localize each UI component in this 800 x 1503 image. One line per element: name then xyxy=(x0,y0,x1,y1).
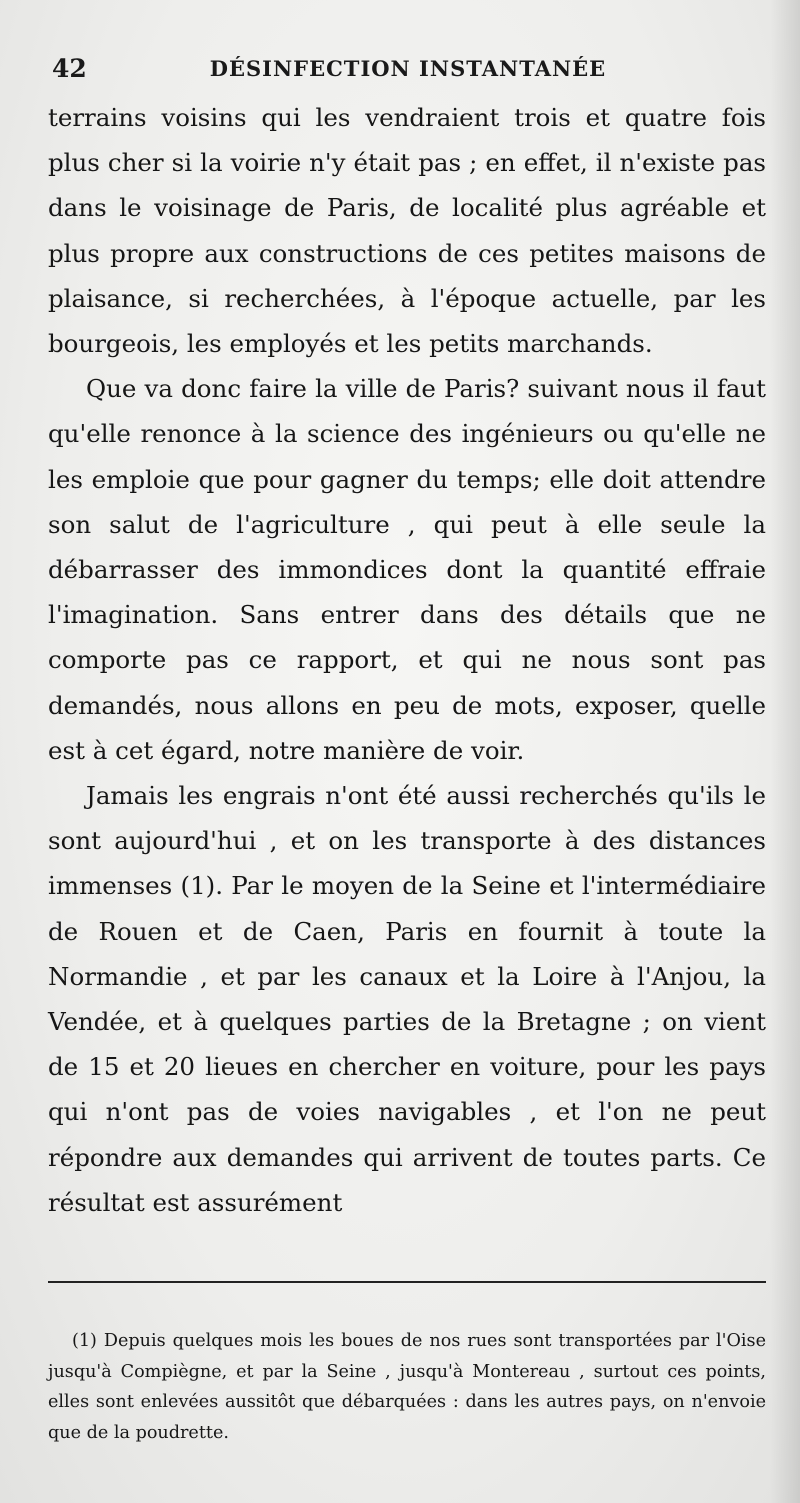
page-number: 42 xyxy=(52,54,87,83)
running-title: DÉSINFECTION INSTANTANÉE xyxy=(209,56,607,81)
paragraph-3: Jamais les engrais n'ont été aussi recherchés qu'ils le sont aujourd'hui , et on les transporte à des distances immenses (1). Par le moyen de la Seine et l'intermédiaire de Rouen et de Caen, Paris en fournit à toute la Normandie , et par les canaux et la Loire à l'Anjou, la Vendée, et à quelques parties de la Bretagne ; on vient de 15 et 20 lieues en chercher en voiture, pour les pays qui n'ont pas de voies navigables , et l'on ne peut répondre aux demandes qui arrivent de toutes parts. Ce résultat est assurément xyxy=(48,781,766,1217)
paragraph-1: terrains voisins qui les vendraient trois et quatre fois plus cher si la voirie n'y était pas ; en effet, il n'existe pas dans le voisinage de Paris, de localité plus agréable et plus propre aux constructions de ces petites maisons de plaisance, si recherchées, à l'époque actuelle, par les bourgeois, les employés et les petits marchands. xyxy=(48,103,766,359)
footnote-text: (1) Depuis quelques mois les boues de nos rues sont transportées par l'Oise jusqu'à Compiègne, et par la Seine , jusqu'à Montereau , surtout ces points, elles sont enlevées aussitôt que débarquées : dans les autres pays, on n'envoie que de la poudrette. xyxy=(48,1331,766,1443)
footnote-rule xyxy=(48,1281,766,1283)
body-text xyxy=(48,95,766,1225)
page-header xyxy=(52,50,764,90)
paragraph-2: Que va donc faire la ville de Paris? suivant nous il faut qu'elle renonce à la science des ingénieurs ou qu'elle ne les emploie que pour gagner du temps; elle doit attendre son salut de l'agriculture , qui peut à elle seule la débarrasser des immondices dont la quantité effraie l'imagination. Sans entrer dans des détails que ne comporte pas ce rapport, et qui ne nous sont pas demandés, nous allons en peu de mots, exposer, quelle est à cet égard, notre manière de voir. xyxy=(48,374,766,765)
page-gutter-shadow xyxy=(770,0,800,1503)
footnote xyxy=(48,1326,766,1448)
